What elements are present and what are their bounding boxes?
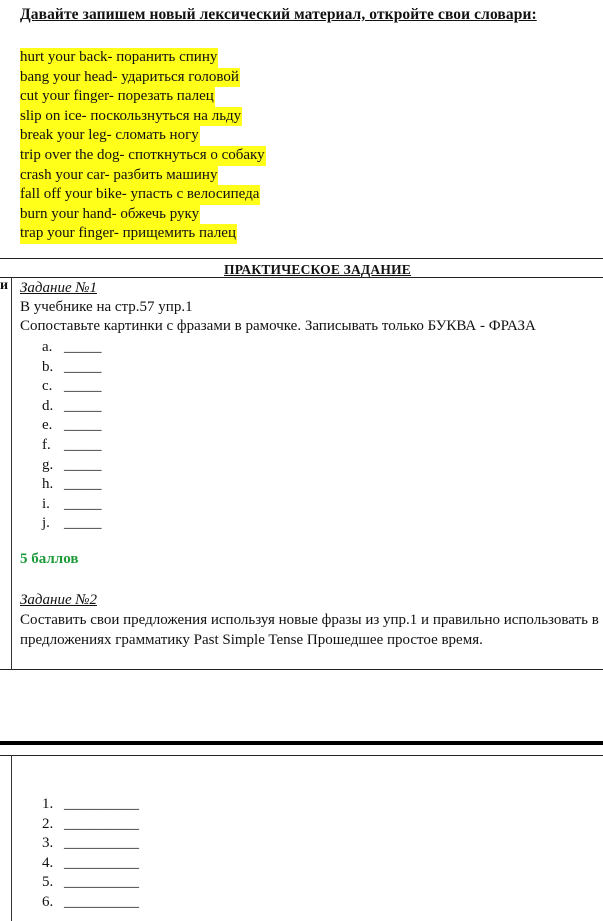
vocab-item: hurt your back- поранить спину <box>20 48 218 68</box>
vocab-item: trip over the dog- споткнуться о собаку <box>20 146 266 166</box>
answer-row <box>42 893 139 913</box>
answer-row <box>42 397 102 417</box>
table-border-top-2 <box>0 755 603 756</box>
answer-label: 5. <box>42 874 54 891</box>
answer-label: f. <box>42 436 51 453</box>
vocab-item: bang your head- удариться головой <box>20 68 240 88</box>
answer-row <box>42 873 139 893</box>
answer-blank[interactable]: _____ <box>64 495 102 512</box>
page-break-line <box>0 741 603 745</box>
vocabulary-list <box>20 48 266 244</box>
vocab-item: break your leg- сломать ногу <box>20 126 200 146</box>
answer-row <box>42 834 139 854</box>
answer-row <box>42 416 102 436</box>
vocab-item: cut your finger- порезать палец <box>20 87 215 107</box>
answer-label: g. <box>42 456 54 473</box>
table-border-left-2 <box>11 755 12 921</box>
vocab-item: fall off your bike- упасть с велосипеда <box>20 185 260 205</box>
task1-title: Задание №1 <box>20 280 98 296</box>
answer-blank[interactable]: _____ <box>64 476 102 493</box>
answer-row <box>42 338 102 358</box>
answer-label: c. <box>42 378 53 395</box>
answer-row <box>42 854 139 874</box>
table-border-left <box>11 277 12 670</box>
answer-blank[interactable]: _____ <box>64 417 102 434</box>
vocab-item: burn your hand- обжечь руку <box>20 205 200 225</box>
answer-row <box>42 514 102 534</box>
task2-description: Составить свои предложения используя новые фразы из упр.1 и правильно использовать в предложениях грамматику Past Simple Tense Прошедшее простое время. <box>20 612 599 648</box>
answer-blank[interactable]: _____ <box>64 436 102 453</box>
vocab-item: crash your car- разбить машину <box>20 166 218 186</box>
left-column-text: и <box>0 278 9 293</box>
answer-blank[interactable]: _____ <box>64 456 102 473</box>
task1-line1: В учебнике на стр.57 упр.1 <box>20 299 193 315</box>
answer-blank[interactable]: _____ <box>64 397 102 414</box>
table-border-top <box>0 258 603 259</box>
answer-label: d. <box>42 397 54 414</box>
answer-label: 3. <box>42 835 54 852</box>
answer-row <box>42 456 102 476</box>
answer-label: e. <box>42 417 53 434</box>
answer-blank[interactable]: _____ <box>64 515 102 532</box>
answer-label: i. <box>42 495 50 512</box>
answer-row <box>42 436 102 456</box>
answer-row <box>42 377 102 397</box>
answer-blank[interactable]: __________ <box>64 835 139 852</box>
answer-label: 1. <box>42 796 54 812</box>
answer-blank[interactable]: __________ <box>64 893 139 910</box>
answer-blank[interactable]: _____ <box>64 378 102 395</box>
answer-label: 6. <box>42 893 54 910</box>
answer-row <box>42 358 102 378</box>
answer-blank[interactable]: __________ <box>64 796 139 812</box>
answer-row <box>42 495 102 515</box>
answer-blank[interactable]: _____ <box>64 339 102 355</box>
answer-blank[interactable]: __________ <box>64 854 139 871</box>
answer-row <box>42 475 102 495</box>
table-border-bottom <box>0 669 603 670</box>
task1-answer-list <box>42 338 102 534</box>
vocab-item: trap your finger- прищемить палец <box>20 224 237 244</box>
task2-title: Задание №2 <box>20 592 98 608</box>
task1-points: 5 баллов <box>20 551 79 567</box>
answer-blank[interactable]: __________ <box>64 874 139 891</box>
answer-blank[interactable]: __________ <box>64 815 139 832</box>
answer-label: a. <box>42 339 53 355</box>
page-heading: Давайте запишем новый лексический материал, откройте свои словари: <box>20 6 537 23</box>
task2-answer-list <box>42 795 139 913</box>
answer-blank[interactable]: _____ <box>64 358 102 375</box>
answer-row <box>42 795 139 815</box>
answer-label: 4. <box>42 854 54 871</box>
practical-task-title: ПРАКТИЧЕСКОЕ ЗАДАНИЕ <box>224 262 411 277</box>
vocab-item: slip on ice- поскользнуться на льду <box>20 107 242 127</box>
answer-label: b. <box>42 358 54 375</box>
answer-label: j. <box>42 515 50 532</box>
answer-row <box>42 815 139 835</box>
answer-label: h. <box>42 476 54 493</box>
task1-line2: Сопоставьте картинки с фразами в рамочке. Записывать только БУКВА - ФРАЗА <box>20 318 536 334</box>
answer-label: 2. <box>42 815 54 832</box>
